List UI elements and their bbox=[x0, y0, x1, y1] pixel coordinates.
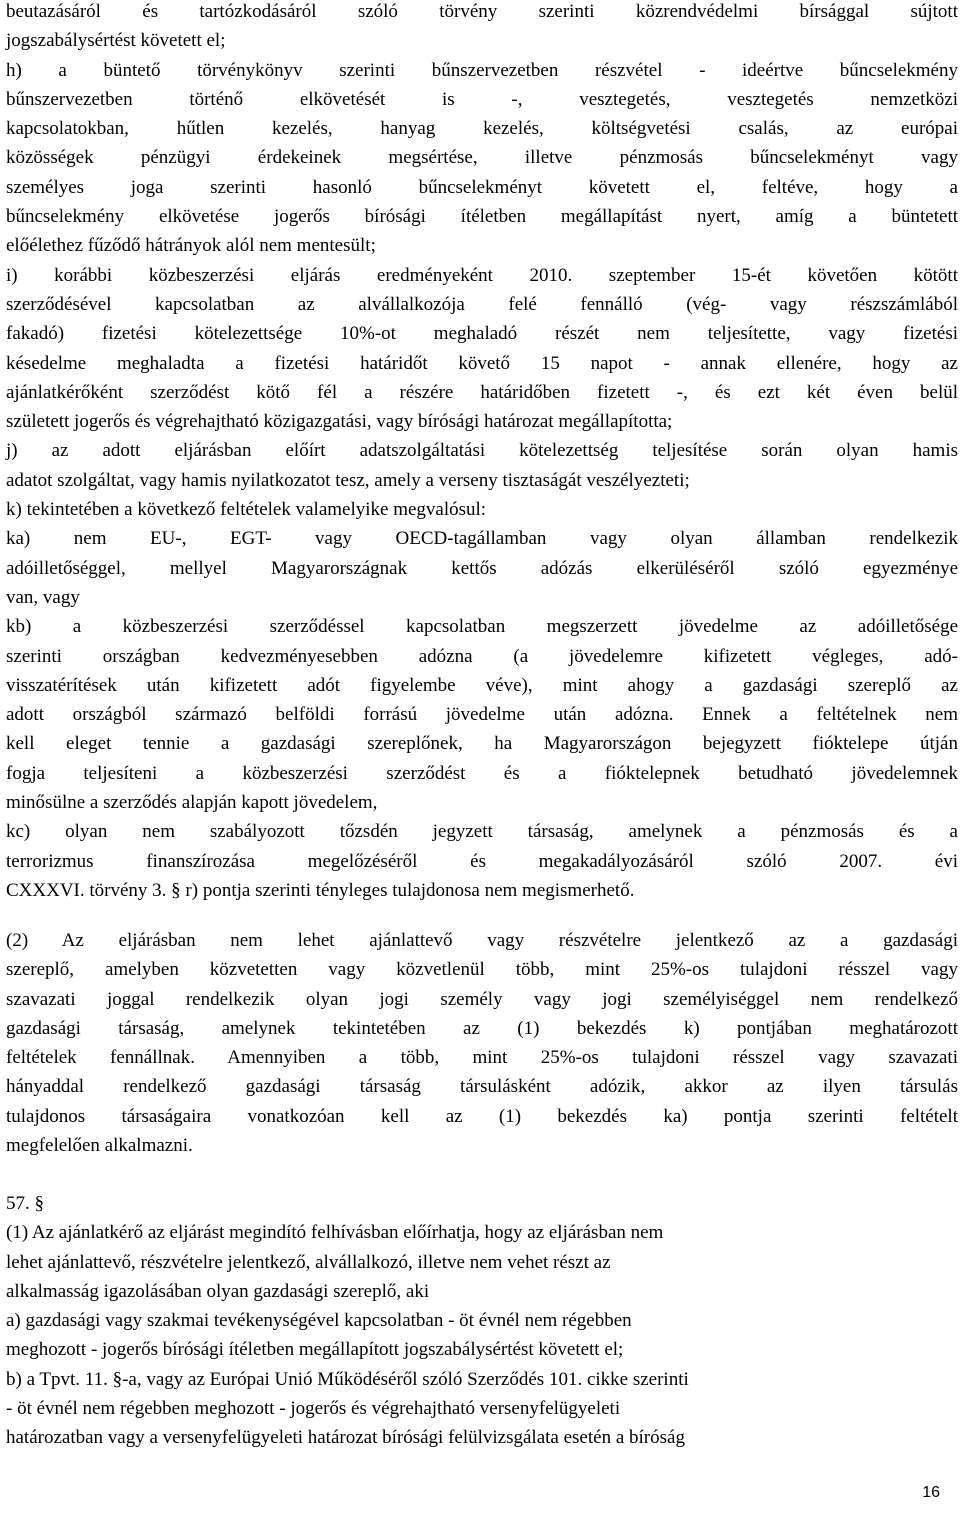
text-line: hányaddal rendelkező gazdasági társaság társulásként adózik, akkor az ilyen társulás bbox=[6, 1076, 958, 1098]
text-line: ajánlatkérőként szerződést kötő fél a részére határidőben fizetett -, és ezt két éven belül bbox=[6, 381, 958, 403]
text-line: határozatban vagy a versenyfelügyeleti határozat bírósági felülvizsgálata esetén a bíróság bbox=[6, 1427, 685, 1449]
text-line: személyes joga szerinti hasonló bűncselekményt követett el, feltéve, hogy a bbox=[6, 176, 958, 198]
text-line: kapcsolatokban, hűtlen kezelés, hanyag kezelés, költségvetési csalás, az európai bbox=[6, 118, 958, 140]
text-line: adóilletőséggel, mellyel Magyarországnak kettős adózás elkerüléséről szóló egyezménye bbox=[6, 557, 958, 579]
paragraph-section-2 bbox=[6, 926, 958, 1160]
text-line: kc) olyan nem szabályozott tőzsdén jegyzett társaság, amelynek a pénzmosás és a bbox=[6, 821, 958, 843]
text-line: feltételek fennállnak. Amennyiben a több, mint 25%-os tulajdoni résszel vagy szavazati bbox=[6, 1047, 958, 1069]
text-line: ka) nem EU-, EGT- vagy OECD-tagállamban vagy olyan államban rendelkezik bbox=[6, 528, 958, 550]
text-line: fogja teljesíteni a közbeszerzési szerződést és a fióktelepnek betudható jövedelemnek bbox=[6, 762, 958, 784]
text-line: adott országból származó belföldi forrású jövedelme után adózna. Ennek a feltételnek nem bbox=[6, 704, 958, 726]
text-line: közösségek pénzügyi érdekeinek megsértése, illetve pénzmosás bűncselekményt vagy bbox=[6, 147, 958, 169]
text-line: tulajdonos társaságaira vonatkozóan kell az (1) bekezdés ka) pontja szerinti feltételt bbox=[6, 1105, 958, 1127]
text-line: i) korábbi közbeszerzési eljárás eredményeként 2010. szeptember 15-ét követően kötött bbox=[6, 264, 958, 286]
text-line: meghozott - jogerős bírósági ítéletben megállapított jogszabálysértést követett el; bbox=[6, 1339, 624, 1361]
text-line: van, vagy bbox=[6, 586, 80, 608]
text-line: szereplő, amelyben közvetetten vagy közvetlenül több, mint 25%-os tulajdoni résszel vagy bbox=[6, 959, 958, 981]
text-line: - öt évnél nem régebben meghozott - jogerős és végrehajtható versenyfelügyeleti bbox=[6, 1398, 621, 1420]
text-line: (2) Az eljárásban nem lehet ajánlattevő vagy részvételre jelentkező az a gazdasági bbox=[6, 930, 958, 951]
paragraph-list-items-h-k bbox=[6, 0, 958, 905]
page-number: 16 bbox=[922, 1484, 940, 1501]
text-line: késedelme meghaladta a fizetési határidőt követő 15 napot - annak ellenére, hogy az bbox=[6, 352, 958, 374]
text-line: jogszabálysértést követett el; bbox=[6, 30, 226, 52]
text-line: 57. § bbox=[6, 1193, 44, 1214]
text-line: alkalmasság igazolásában olyan gazdasági szereplő, aki bbox=[6, 1280, 430, 1302]
text-line: k) tekintetében a következő feltételek valamelyike megvalósul: bbox=[6, 499, 487, 521]
text-line: kell eleget tennie a gazdasági szereplőnek, ha Magyarországon bejegyzett fióktelepe útján bbox=[6, 733, 958, 755]
text-line: bűnszervezetben történő elkövetését is -, vesztegetés, vesztegetés nemzetközi bbox=[6, 88, 958, 110]
text-line: szavazati joggal rendelkezik olyan jogi személy vagy jogi személyiséggel nem rendelkező bbox=[6, 988, 958, 1010]
text-line: b) a Tpvt. 11. §-a, vagy az Európai Unió Működéséről szóló Szerződés 101. cikke szerinti bbox=[6, 1368, 689, 1390]
text-line: szerződésével kapcsolatban az alvállalkozója felé fennálló (vég- vagy részszámlából bbox=[6, 293, 958, 315]
text-line: beutazásáról és tartózkodásáról szóló törvény szerinti közrendvédelmi bírsággal sújtott bbox=[6, 1, 958, 22]
text-line: fakadó) fizetési kötelezettsége 10%-ot meghaladó részét nem teljesítette, vagy fizetési bbox=[6, 323, 958, 345]
text-line: előélethez fűződő hátrányok alól nem mentesült; bbox=[6, 235, 376, 257]
text-line: visszatérítések után kifizetett adót figyelembe véve), mint ahogy a gazdasági szereplő az bbox=[6, 674, 958, 696]
text-line: (1) Az ajánlatkérő az eljárást megindító felhívásban előírhatja, hogy az eljárásban nem bbox=[6, 1222, 664, 1244]
text-line: CXXXVI. törvény 3. § r) pontja szerinti tényleges tulajdonosa nem megismerhető. bbox=[6, 879, 635, 901]
text-line: h) a büntető törvénykönyv szerinti bűnszervezetben részvétel - ideértve bűncselekmény bbox=[6, 59, 958, 81]
text-line: adatot szolgáltat, vagy hamis nyilatkozatot tesz, amely a verseny tisztaságát veszélyezteti; bbox=[6, 469, 690, 491]
text-line: minősülne a szerződés alapján kapott jövedelem, bbox=[6, 792, 378, 814]
paragraph-section-57 bbox=[6, 1189, 958, 1453]
text-line: bűncselekmény elkövetése jogerős bírósági ítéletben megállapítást nyert, amíg a büntetett bbox=[6, 206, 958, 228]
text-line: a) gazdasági vagy szakmai tevékenységével kapcsolatban - öt évnél nem régebben bbox=[6, 1310, 632, 1332]
text-line: terrorizmus finanszírozása megelőzéséről és megakadályozásáról szóló 2007. évi bbox=[6, 850, 958, 872]
text-line: született jogerős és végrehajtható közigazgatási, vagy bírósági határozat megállapította; bbox=[6, 411, 673, 433]
text-line: szerinti országban kedvezményesebben adózna (a jövedelemre kifizetett végleges, adó- bbox=[6, 645, 958, 667]
text-line: lehet ajánlattevő, részvételre jelentkező, alvállalkozó, illetve nem vehet részt az bbox=[6, 1251, 611, 1273]
text-line: gazdasági társaság, amelynek tekintetében az (1) bekezdés k) pontjában meghatározott bbox=[6, 1017, 958, 1039]
text-line: j) az adott eljárásban előírt adatszolgáltatási kötelezettség teljesítése során olyan hamis bbox=[6, 440, 958, 462]
text-line: kb) a közbeszerzési szerződéssel kapcsolatban megszerzett jövedelme az adóilletősége bbox=[6, 616, 958, 638]
text-line: megfelelően alkalmazni. bbox=[6, 1135, 193, 1157]
